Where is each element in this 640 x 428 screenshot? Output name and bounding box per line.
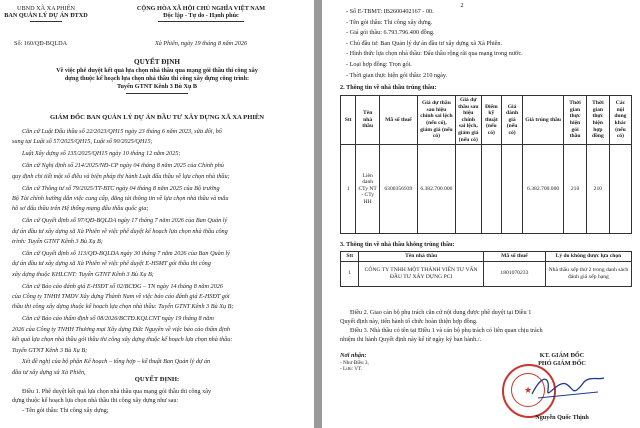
basis-line: Căn cứ Luật Đấu thầu số 22/2023/QH15 ngày 23 tháng 6 năm 2023, sửa đổi, bổ	[22, 128, 222, 135]
article-1-line-3: - Tên gói thầu: Thi công xây dựng;	[22, 407, 109, 414]
basis-line: Bộ Tài chính hướng dẫn việc cung cấp, đăng tải thông tin về lựa chọn nhà thầu và mẫu	[12, 194, 229, 202]
handwritten-signature	[528, 370, 608, 404]
issuing-authority: GIÁM ĐỐC BAN QUẢN LÝ DỰ ÁN ĐẦU TƯ XÂY DỰNG XÃ XA PHIÊN	[49, 114, 265, 121]
official-seal: ★	[502, 364, 556, 418]
basis-line: Căn cứ Báo cáo đánh giá E-HSĐT số 02/BCĐG – TN ngày 14 tháng 8 năm 2026	[22, 282, 223, 290]
table-header-row	[341, 252, 632, 262]
table-header-row	[341, 96, 632, 145]
table-cell: 1	[341, 145, 356, 234]
table-header-cell: Giá dự thầu sau hiệu chỉnh sai lệch (nếu có), giảm giá (nếu có)	[417, 96, 455, 145]
table-cell	[609, 145, 631, 234]
basis-line: Luật Xây dựng số 135/2025/QH15 ngày 10 tháng 12 năm 2025;	[22, 150, 181, 158]
basis-line: 2026 của Công ty TNHH Thương mại Xây dựng Đức Nguyên về việc báo cáo thẩm định	[12, 325, 230, 333]
basis-line: Tuyến GTNT Kênh 3 Bù Xụ B;	[12, 346, 88, 354]
document-page-2	[322, 0, 640, 428]
table-header-cell: Mã số thuế	[379, 96, 417, 145]
table-header-cell: Lý do không được lựa chọn	[545, 252, 631, 262]
table-header-cell: Các nội dung khác (nếu có)	[609, 96, 631, 145]
basis-line: kết quả lựa chọn nhà thầu gói thầu thi công xây dựng thuộc kế hoạch lựa chọn nhà thầu:	[12, 336, 233, 344]
table-header-cell: Thời gian thực hiện gói thầu	[564, 96, 587, 145]
table-header-cell: Mã số thuế	[483, 252, 545, 262]
table-header-cell: Tên nhà thầu	[359, 252, 484, 262]
table-header-cell: Giá đánh giá (nếu có)	[502, 96, 523, 145]
table-header-cell: Giá trúng thầu	[523, 96, 564, 145]
recipient-1: - Như Điều 3,	[340, 360, 369, 366]
article-3-line-2: nhiệm thi hành Quyết định này kể từ ngày ký ban hành./.	[340, 336, 481, 343]
table-row	[341, 145, 632, 234]
table-cell	[455, 145, 481, 234]
page-number: 2	[460, 2, 464, 9]
table-header-cell: Thời gian thực hiện hợp đồng	[586, 96, 609, 145]
subject-underline	[126, 93, 188, 94]
table-cell: 1801070233	[483, 261, 545, 286]
document-page-1	[0, 0, 314, 428]
document-title: QUYẾT ĐỊNH	[134, 58, 180, 66]
info-line: - Số E-TBMT: IB2600402167 - 00.	[346, 8, 434, 15]
table-cell: Liên danh CTy NT - CTy HH	[356, 145, 379, 234]
country-name: CỘNG HÒA XÃ HỘI CHỦ NGHĨA VIỆT NAM	[136, 5, 266, 12]
info-line: - Tên gói thầu: Thi công xây dựng.	[346, 18, 433, 26]
table-cell: 1	[341, 261, 359, 286]
basis-line: Căn cứ Quyết định số 97/QĐ-BQLDA ngày 17 tháng 7 năm 2026 của Ban Quản lý	[22, 217, 228, 225]
motto-underline	[158, 21, 244, 22]
table-cell	[481, 145, 501, 234]
table-header-cell: Điểm kỹ thuật (nếu có)	[481, 96, 501, 145]
article-2-line-2: Quyết định này, tiến hành tổ chức hoàn thiện hợp đồng.	[340, 318, 478, 325]
signer-name: Nguyễn Quốc Thịnh	[535, 414, 589, 421]
subject-line-2: dựng thuộc kế hoạch lựa chọn nhà thầu thi công xây dựng công trình:	[64, 75, 250, 82]
basis-line: dự án đầu tư xây dựng xã Xà Phiên về việc phê duyệt E-HSMT gói thầu thi công	[12, 260, 211, 268]
basis-line: thầu thi công xây dựng thuộc kế hoạch lựa chọn nhà thầu: Tuyến GTNT Kênh 3 Bù Xụ B;	[12, 303, 234, 311]
basis-line: Căn cứ Nghị định số 214/2025/NĐ-CP ngày 04 tháng 8 năm 2025 của Chính phủ	[22, 162, 224, 170]
info-line: - Chủ đầu tư: Ban Quản lý dự án đầu tư xây dựng xã Xà Phiên.	[346, 39, 503, 47]
article-2-line-1: Điều 2. Giao cán bộ phụ trách căn cứ nội dung được phê duyệt tại Điều 1	[350, 309, 532, 316]
page-separator	[314, 0, 322, 428]
basis-line: sung tại Luật số 57/2025/QH15, Luật số 90/2025/QH15;	[12, 138, 153, 146]
basis-line: hồ sơ đấu thầu trên Hệ thống mạng đấu thầu quốc gia;	[12, 205, 149, 213]
info-line: - Thời gian thực hiện gói thầu: 210 ngày.	[346, 71, 448, 79]
winning-bidder-table	[340, 95, 632, 234]
article-1-line-1: Điều 1. Phê duyệt kết quả lựa chọn nhà thầu qua mạng gói thầu thi công xây	[22, 388, 212, 395]
basis-line: Căn cứ Báo cáo thẩm định số 08/2026/BCTĐ.KQLCNT ngày 19 tháng 8 năm	[22, 315, 214, 323]
table-header-cell: Stt	[341, 252, 359, 262]
document-number: Số: 160/QĐ-BQLDA	[14, 40, 68, 47]
table-cell: 210	[564, 145, 587, 234]
table-header-cell: Tên nhà thầu	[356, 96, 379, 145]
basis-line: của Công ty TNHH TMDV Xây dựng Thành Nam về việc báo cáo đánh giá E-HSĐT gói	[12, 293, 230, 300]
table-header-cell: Stt	[341, 96, 356, 145]
table-cell: Nhà thầu xếp thứ 2 trong danh sách đánh giá xếp hạng	[545, 261, 631, 286]
signature-title-2: PHÓ GIÁM ĐỐC	[538, 360, 586, 367]
section-2-title: 2. Thông tin về nhà thầu trúng thầu:	[340, 84, 437, 91]
table-header-cell: Giá dự thầu sau hiệu chỉnh sai lệch, giảm giá (nếu có)	[455, 96, 481, 145]
article-1-line-2: dựng thuộc kế hoạch lựa chọn nhà thầu thi công xây dựng như sau:	[12, 397, 179, 404]
losing-bidder-table	[340, 251, 632, 287]
recipient-2: - Lưu: VT.	[340, 366, 363, 372]
table-row	[341, 261, 632, 286]
table-cell: 6.382.700.000	[417, 145, 455, 234]
table-cell: 210	[586, 145, 609, 234]
decision-heading: QUYẾT ĐỊNH:	[134, 376, 180, 383]
basis-line: Căn cứ Quyết định số 113/QĐ-BQLDA ngày 30 tháng 7 năm 2026 của Ban Quản lý	[22, 249, 230, 257]
info-line: - Giá gói thầu: 6.793.796.400 đồng.	[346, 29, 435, 37]
recipients-title: Nơi nhận:	[340, 352, 367, 359]
basis-line: đầu tư xây dựng xã Xà Phiên,	[12, 368, 86, 376]
org-name: UBND XÃ XA PHIÊN	[17, 5, 75, 12]
article-3-line-1: Điều 3. Nhà thầu có tên tại Điều 1 và cán bộ phụ trách có liên quan chịu trách	[350, 327, 543, 334]
section-3-title: 3. Thông tin về nhà thầu không trúng thầu:	[340, 241, 455, 248]
basis-line: Căn cứ Thông tư số 79/2025/TT-BTC ngày 04 tháng 8 năm 2025 của Bộ trưởng	[22, 184, 220, 192]
place-date: Xà Phiên, ngày 19 tháng 8 năm 2026	[154, 40, 248, 47]
basis-line: trình: Tuyến GTNT Kênh 3 Bù Xụ B;	[12, 238, 103, 245]
info-line: - Loại hợp đồng: Trọn gói.	[346, 61, 412, 68]
table-cell: 6300356939	[379, 145, 417, 234]
subject-line-1: Về việc phê duyệt kết quả lựa chọn nhà thầu qua mạng gói thầu thi công xây	[56, 67, 258, 74]
basis-line: dự án đầu tư xây dựng xã Xà Phiên về việc phê duyệt kế hoạch lựa chọn nhà thầu công	[12, 227, 228, 235]
basis-line: quy định chi tiết một số điều và biện pháp thi hành Luật đấu thầu về lựa chọn nhà thầu;	[12, 172, 230, 180]
table-cell	[502, 145, 523, 234]
table-cell: CÔNG TY TNHH MỘT THÀNH VIÊN TƯ VẤN ĐẦU TƯ XÂY DỰNG PCI	[359, 261, 484, 286]
basis-line: Xét đề nghị của bộ phận Kế hoạch – tổng hợp – kế thuật Ban Quản lý dự án	[22, 358, 211, 366]
subject-line-3: Tuyến GTNT Kênh 3 Bù Xụ B	[116, 83, 198, 90]
org-underline	[30, 21, 62, 22]
table-cell: 6.382.700.000	[523, 145, 564, 234]
org-unit: BAN QUẢN LÝ DỰ ÁN ĐTXD	[4, 12, 88, 19]
info-line: - Hình thức lựa chọn nhà thầu: Đấu thầu rộng rãi qua mạng trong nước.	[346, 50, 523, 58]
signature-title-1: KT. GIÁM ĐỐC	[539, 352, 585, 359]
national-motto: Độc lập - Tự do - Hạnh phúc	[163, 12, 239, 19]
basis-line: xây dựng thuộc KHLCNT: Tuyến GTNT Kênh 3 Bù Xụ B;	[12, 270, 154, 278]
